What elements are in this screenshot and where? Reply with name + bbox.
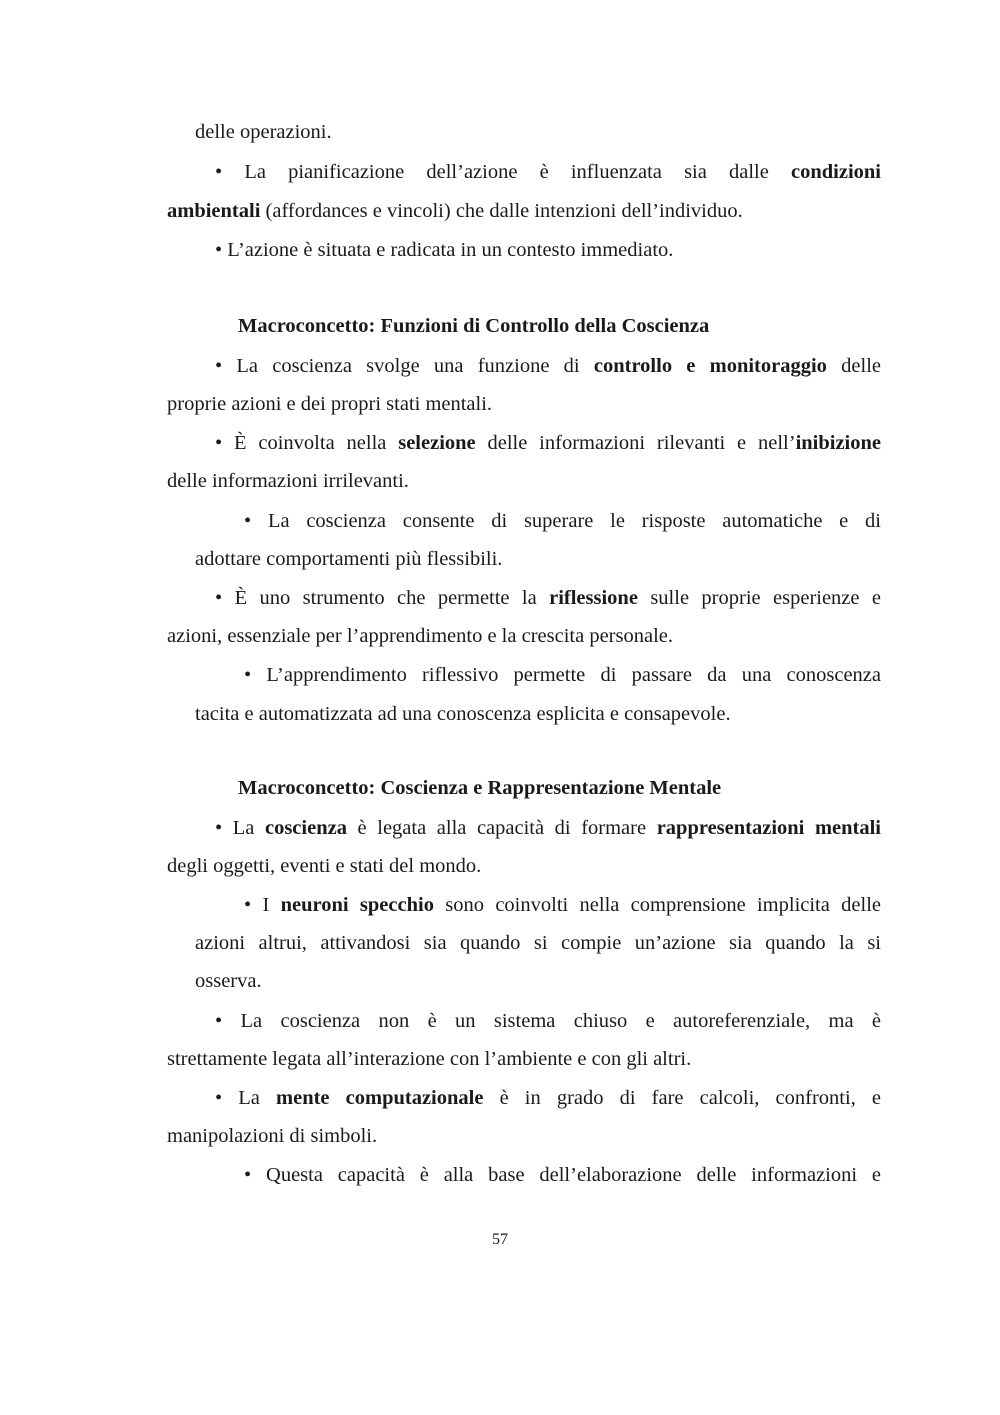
bullet-line: • La coscienza consente di superare le risposte automatiche e di (244, 510, 881, 532)
text-line: delle operazioni. (195, 121, 332, 143)
page-number: 57 (492, 1231, 508, 1248)
text-line: tacita e automatizzata ad una conoscenza esplicita e consapevole. (195, 703, 731, 725)
bullet-line: • La coscienza non è un sistema chiuso e autoreferenziale, ma è (215, 1010, 881, 1032)
bold-term: controllo e monitoraggio (593, 355, 827, 377)
text-line: manipolazioni di simboli. (167, 1125, 378, 1147)
text-line: delle informazioni irrilevanti. (167, 470, 409, 492)
bold-term: inibizione (795, 432, 881, 454)
text-line: ambientali (affordances e vincoli) che dalle intenzioni dell’individuo. (167, 200, 743, 222)
text-line: strettamente legata all’interazione con l’ambiente e con gli altri. (167, 1048, 692, 1070)
section-heading: Macroconcetto: Funzioni di Controllo della Coscienza (238, 315, 710, 337)
text-line: degli oggetti, eventi e stati del mondo. (167, 855, 482, 877)
bold-term: ambientali (167, 200, 261, 222)
text-line: azioni altrui, attivandosi sia quando si compie un’azione sia quando la si (195, 932, 881, 954)
text-line: azioni, essenziale per l’apprendimento e la crescita personale. (167, 625, 673, 647)
text-line: osserva. (195, 970, 262, 992)
text-line: proprie azioni e dei propri stati mentali. (167, 393, 493, 415)
bold-term: neuroni specchio (280, 894, 434, 916)
text-line: adottare comportamenti più flessibili. (195, 548, 503, 570)
bold-term: selezione (398, 432, 476, 454)
bullet-line: • La coscienza è legata alla capacità di formare rappresentazioni mentali (215, 817, 881, 839)
bullet-line: • La pianificazione dell’azione è influenzata sia dalle condizioni (215, 161, 881, 183)
bold-term: riflessione (549, 587, 638, 609)
bullet-line: • Questa capacità è alla base dell’elaborazione delle informazioni e (244, 1164, 881, 1186)
bullet-line: • La mente computazionale è in grado di fare calcoli, confronti, e (215, 1087, 881, 1109)
bullet-line: • L’apprendimento riflessivo permette di passare da una conoscenza (244, 664, 881, 686)
bold-term: coscienza (264, 817, 347, 839)
bold-term: condizioni (791, 161, 881, 183)
bullet-line: • I neuroni specchio sono coinvolti nella comprensione implicita delle (244, 894, 882, 916)
bullet-line: • È uno strumento che permette la riflessione sulle proprie esperienze e (215, 587, 881, 609)
bold-term: mente computazionale (276, 1087, 484, 1109)
section-heading: Macroconcetto: Coscienza e Rappresentazione Mentale (238, 777, 722, 799)
bold-term: rappresentazioni mentali (656, 817, 881, 839)
bullet-line: • È coinvolta nella selezione delle informazioni rilevanti e nell’inibizione (215, 432, 881, 454)
bullet-line: • L’azione è situata e radicata in un contesto immediato. (215, 239, 674, 261)
bullet-line: • La coscienza svolge una funzione di controllo e monitoraggio delle (215, 355, 882, 377)
